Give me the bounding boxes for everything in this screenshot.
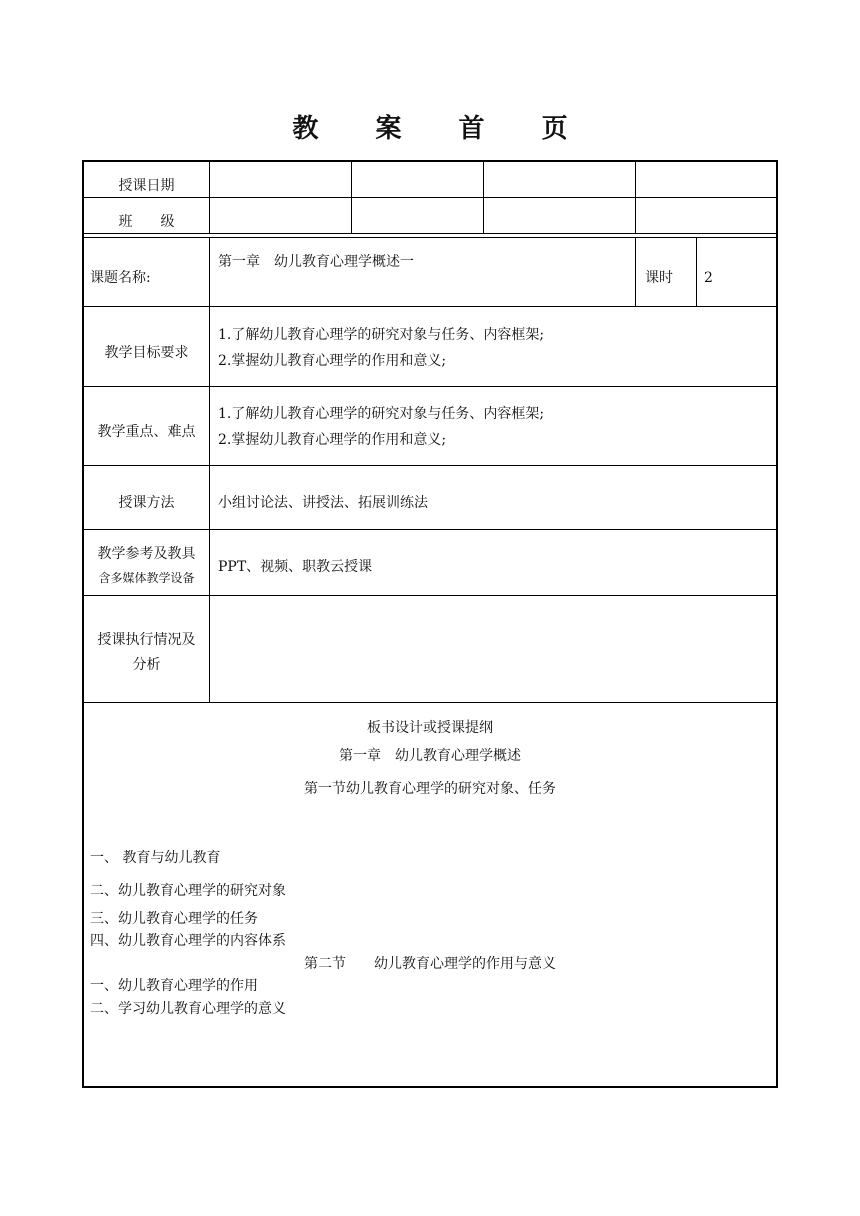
objectives-label: 教学目标要求 [104, 345, 189, 361]
row-divider [82, 197, 778, 198]
column-divider [209, 237, 210, 702]
key-points-label: 教学重点、难点 [97, 424, 196, 440]
key-points-line: 1.了解幼儿教育心理学的研究对象与任务、内容框架; [218, 406, 545, 422]
method-label: 授课方法 [118, 495, 175, 511]
outline-item: 一、幼儿教育心理学的作用 [90, 978, 258, 994]
outline-item: 二、幼儿教育心理学的研究对象 [90, 883, 286, 899]
row-divider [82, 306, 778, 307]
row-divider [82, 702, 778, 703]
row-divider [82, 233, 778, 234]
outline-section-1: 第一节幼儿教育心理学的研究对象、任务 [304, 781, 556, 797]
outline-heading: 板书设计或授课提纲 [367, 720, 493, 736]
column-divider [209, 160, 210, 233]
row-divider [82, 386, 778, 387]
outline-item: 四、幼儿教育心理学的内容体系 [90, 933, 286, 949]
class-label: 班 级 [118, 214, 175, 230]
hours-value: 2 [704, 270, 713, 286]
date-label: 授课日期 [118, 178, 175, 194]
objectives-line: 1.了解幼儿教育心理学的研究对象与任务、内容框架; [218, 327, 545, 343]
column-divider [351, 160, 352, 233]
key-points-line: 2.掌握幼儿教育心理学的作用和意义; [218, 432, 447, 448]
outline-item: 一、 教育与幼儿教育 [90, 850, 221, 866]
row-divider [82, 595, 778, 596]
row-divider [82, 237, 778, 238]
execution-label: 授课执行情况及 [97, 632, 196, 648]
hours-label: 课时 [645, 270, 673, 286]
topic-value: 第一章 幼儿教育心理学概述一 [218, 254, 414, 270]
method-value: 小组讨论法、讲授法、拓展训练法 [218, 495, 428, 511]
column-divider [483, 160, 484, 233]
row-divider [82, 465, 778, 466]
page-title: 教 案 首 页 [292, 114, 592, 144]
row-divider [82, 529, 778, 530]
column-divider [635, 160, 636, 233]
references-sublabel: 含多媒体教学设备 [98, 571, 195, 585]
references-value: PPT、视频、职教云授课 [218, 559, 373, 575]
outline-item: 二、学习幼儿教育心理学的意义 [90, 1001, 286, 1017]
outline-item: 三、幼儿教育心理学的任务 [90, 911, 258, 927]
references-label: 教学参考及教具 [97, 546, 196, 562]
column-divider [696, 237, 697, 306]
objectives-line: 2.掌握幼儿教育心理学的作用和意义; [218, 353, 447, 369]
outline-section-2: 第二节 幼儿教育心理学的作用与意义 [304, 956, 556, 972]
topic-label: 课题名称: [90, 270, 151, 286]
outline-chapter: 第一章 幼儿教育心理学概述 [339, 748, 521, 764]
column-divider [635, 237, 636, 306]
execution-label-2: 分析 [132, 657, 161, 673]
